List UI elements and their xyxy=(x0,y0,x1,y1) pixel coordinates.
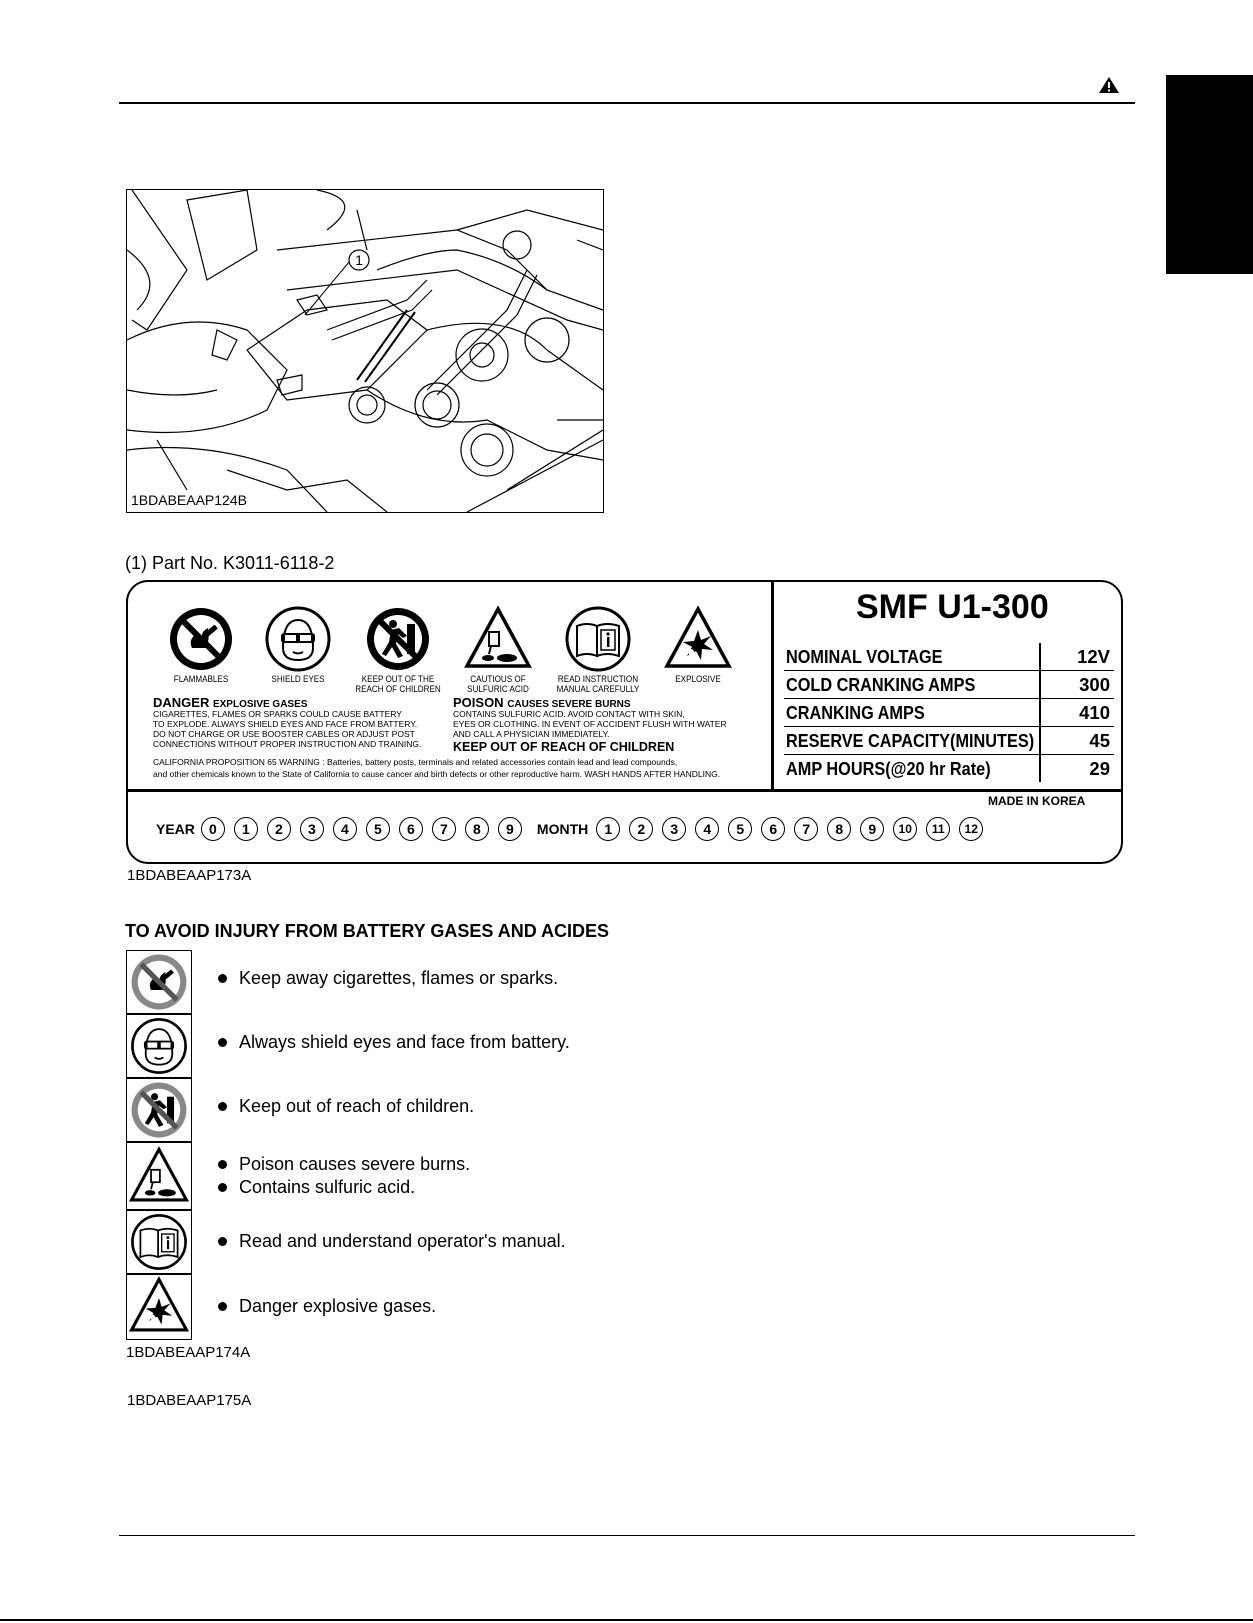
danger-subtitle: EXPLOSIVE GASES xyxy=(212,699,308,710)
spec-row xyxy=(784,755,1114,782)
year-digit: 3 xyxy=(300,817,324,841)
sulfuric-acid-icon xyxy=(463,604,533,674)
warning-text: Keep away cigarettes, flames or sparks. xyxy=(239,968,559,988)
year-digit: 4 xyxy=(333,817,357,841)
keep-out-heading: KEEP OUT OF REACH OF CHILDREN xyxy=(453,740,675,754)
icon-caption-explosive: EXPLOSIVE xyxy=(675,674,721,684)
year-label: YEAR xyxy=(156,821,195,837)
read-manual-icon xyxy=(563,604,633,674)
danger-text: CIGARETTES, FLAMES OR SPARKS COULD CAUSE BATTERY TO EXPLODE. ALWAYS SHIELD EYES AND FACE FROM BATTERY. DO NOT CHARGE OR USE BOOSTER CABLES OR ADJUST POST CONNECTIONS WITHOUT PROPER INSTRUCTION AND TRAINING. xyxy=(153,709,422,749)
bottom-edge-rule xyxy=(0,1619,1253,1621)
warning-item xyxy=(218,1096,474,1117)
bullet-icon xyxy=(218,1102,227,1111)
explosive-icon xyxy=(128,1275,190,1337)
month-digit: 3 xyxy=(662,817,686,841)
spec-row xyxy=(784,699,1114,727)
warning-item xyxy=(218,1231,566,1252)
month-digit: 2 xyxy=(629,817,653,841)
spec-row xyxy=(784,671,1114,699)
spec-key: NOMINAL VOLTAGE xyxy=(786,646,943,667)
keep-out-children-icon xyxy=(128,1079,190,1141)
extra-caption: 1BDABEAAP175A xyxy=(127,1392,252,1409)
warning-text: Keep out of reach of children. xyxy=(239,1096,475,1116)
read-manual-icon xyxy=(128,1211,190,1273)
month-digit: 12 xyxy=(959,817,983,841)
explosive-icon xyxy=(663,604,733,674)
header-rule xyxy=(119,102,1135,104)
keep-out-children-icon xyxy=(363,604,433,674)
warning-text: Poison causes severe burns. xyxy=(239,1154,471,1174)
spec-row xyxy=(784,643,1114,671)
battery-photo xyxy=(126,189,604,513)
month-digit: 4 xyxy=(695,817,719,841)
poison-title: POISON xyxy=(453,695,504,710)
year-digit: 7 xyxy=(432,817,456,841)
label-divider-horizontal xyxy=(128,789,1121,792)
month-digit: 6 xyxy=(761,817,785,841)
warning-item xyxy=(218,1154,470,1175)
spec-row xyxy=(784,727,1114,755)
year-digit: 2 xyxy=(267,817,291,841)
icon-caption-shield-eyes: SHIELD EYES xyxy=(271,674,325,684)
bullet-icon xyxy=(218,1237,227,1246)
icon-caption-children: KEEP OUT OF THE REACH OF CHILDREN xyxy=(355,674,441,694)
year-digit: 9 xyxy=(498,817,522,841)
month-digit: 11 xyxy=(926,817,950,841)
section-tab xyxy=(1166,75,1253,274)
month-digit: 1 xyxy=(596,817,620,841)
month-digit: 7 xyxy=(794,817,818,841)
poison-heading xyxy=(453,695,631,710)
spec-value: 45 xyxy=(1089,730,1110,751)
danger-title: DANGER xyxy=(153,695,210,710)
month-digit: 9 xyxy=(860,817,884,841)
bullet-icon xyxy=(218,1160,227,1169)
warning-icon-cell xyxy=(126,1014,192,1078)
warning-item xyxy=(218,1177,415,1198)
danger-heading xyxy=(153,695,307,710)
month-digit: 5 xyxy=(728,817,752,841)
prop65-line-1: CALIFORNIA PROPOSITION 65 WARNING : Batteries, battery posts, terminals and related accessories contain lead and lead compounds, xyxy=(153,757,678,767)
poison-subtitle: CAUSES SEVERE BURNS xyxy=(507,699,631,710)
sulfuric-acid-icon xyxy=(128,1145,190,1207)
date-code-row xyxy=(156,814,992,844)
year-digit: 1 xyxy=(234,817,258,841)
warning-icon-cell xyxy=(126,1078,192,1142)
battery-illustration xyxy=(127,190,603,512)
made-in: MADE IN KOREA xyxy=(988,794,1086,808)
spec-value: 12V xyxy=(1077,646,1110,667)
flammables-icon xyxy=(166,604,236,674)
flammables-icon xyxy=(128,951,190,1013)
warning-icon-cell xyxy=(126,950,192,1014)
icon-caption-sulfuric: CAUTIOUS OF SULFURIC ACID xyxy=(467,674,529,694)
photo-caption: 1BDABEAAP124B xyxy=(131,492,250,508)
year-digit: 6 xyxy=(399,817,423,841)
section-title: TO AVOID INJURY FROM BATTERY GASES AND ACIDES xyxy=(125,921,610,941)
callout-number: 1 xyxy=(355,252,363,268)
warning-icon-cell xyxy=(126,1274,192,1340)
label-caption: 1BDABEAAP173A xyxy=(127,867,252,884)
icon-caption-manual: READ INSTRUCTION MANUAL CAREFULLY xyxy=(556,674,640,694)
warning-item xyxy=(218,968,558,989)
bullet-icon xyxy=(218,974,227,983)
spec-key: CRANKING AMPS xyxy=(786,702,925,723)
warning-text: Contains sulfuric acid. xyxy=(239,1177,416,1197)
warning-text: Always shield eyes and face from battery. xyxy=(239,1032,570,1052)
bullet-icon xyxy=(218,1302,227,1311)
spec-key: RESERVE CAPACITY(MINUTES) xyxy=(786,730,1035,751)
warnings-caption: 1BDABEAAP174A xyxy=(126,1344,251,1361)
part-number: (1) Part No. K3011-6118-2 xyxy=(125,553,335,573)
warning-item xyxy=(218,1032,570,1053)
warning-item xyxy=(218,1296,436,1317)
month-label: MONTH xyxy=(536,821,589,837)
label-divider-vertical xyxy=(771,582,774,791)
warning-icon-cell xyxy=(126,1142,192,1210)
month-digit: 8 xyxy=(827,817,851,841)
year-digit: 8 xyxy=(465,817,489,841)
footer-rule xyxy=(119,1535,1135,1536)
spec-key: COLD CRANKING AMPS xyxy=(786,674,976,695)
month-digit: 10 xyxy=(893,817,917,841)
spec-value: 300 xyxy=(1079,674,1110,695)
spec-value: 29 xyxy=(1089,758,1110,779)
prop65-line-2: and other chemicals known to the State of California to cause cancer and birth defects or other reproductive harm. WASH HANDS AFTER HANDLING. xyxy=(153,769,721,779)
spec-value: 410 xyxy=(1079,702,1110,723)
warning-icon-cell xyxy=(126,1210,192,1274)
battery-label xyxy=(126,580,1123,864)
bullet-icon xyxy=(218,1038,227,1047)
battery-model: SMF U1-300 xyxy=(856,588,1049,626)
shield-eyes-icon xyxy=(263,604,333,674)
spec-key: AMP HOURS(@20 hr Rate) xyxy=(786,758,991,779)
warning-triangle-icon xyxy=(1098,76,1120,94)
shield-eyes-icon xyxy=(128,1015,190,1077)
year-digit: 5 xyxy=(366,817,390,841)
warning-text: Danger explosive gases. xyxy=(239,1296,437,1316)
icon-caption-flammables: FLAMMABLES xyxy=(173,674,229,684)
year-digit: 0 xyxy=(201,817,225,841)
poison-text: CONTAINS SULFURIC ACID. AVOID CONTACT WITH SKIN, EYES OR CLOTHING. IN EVENT OF ACCIDENT FLUSH WITH WATER AND CALL A PHYSICIAN IMMEDIATELY. xyxy=(453,709,727,739)
bullet-icon xyxy=(218,1183,227,1192)
warning-text: Read and understand operator's manual. xyxy=(239,1231,566,1251)
